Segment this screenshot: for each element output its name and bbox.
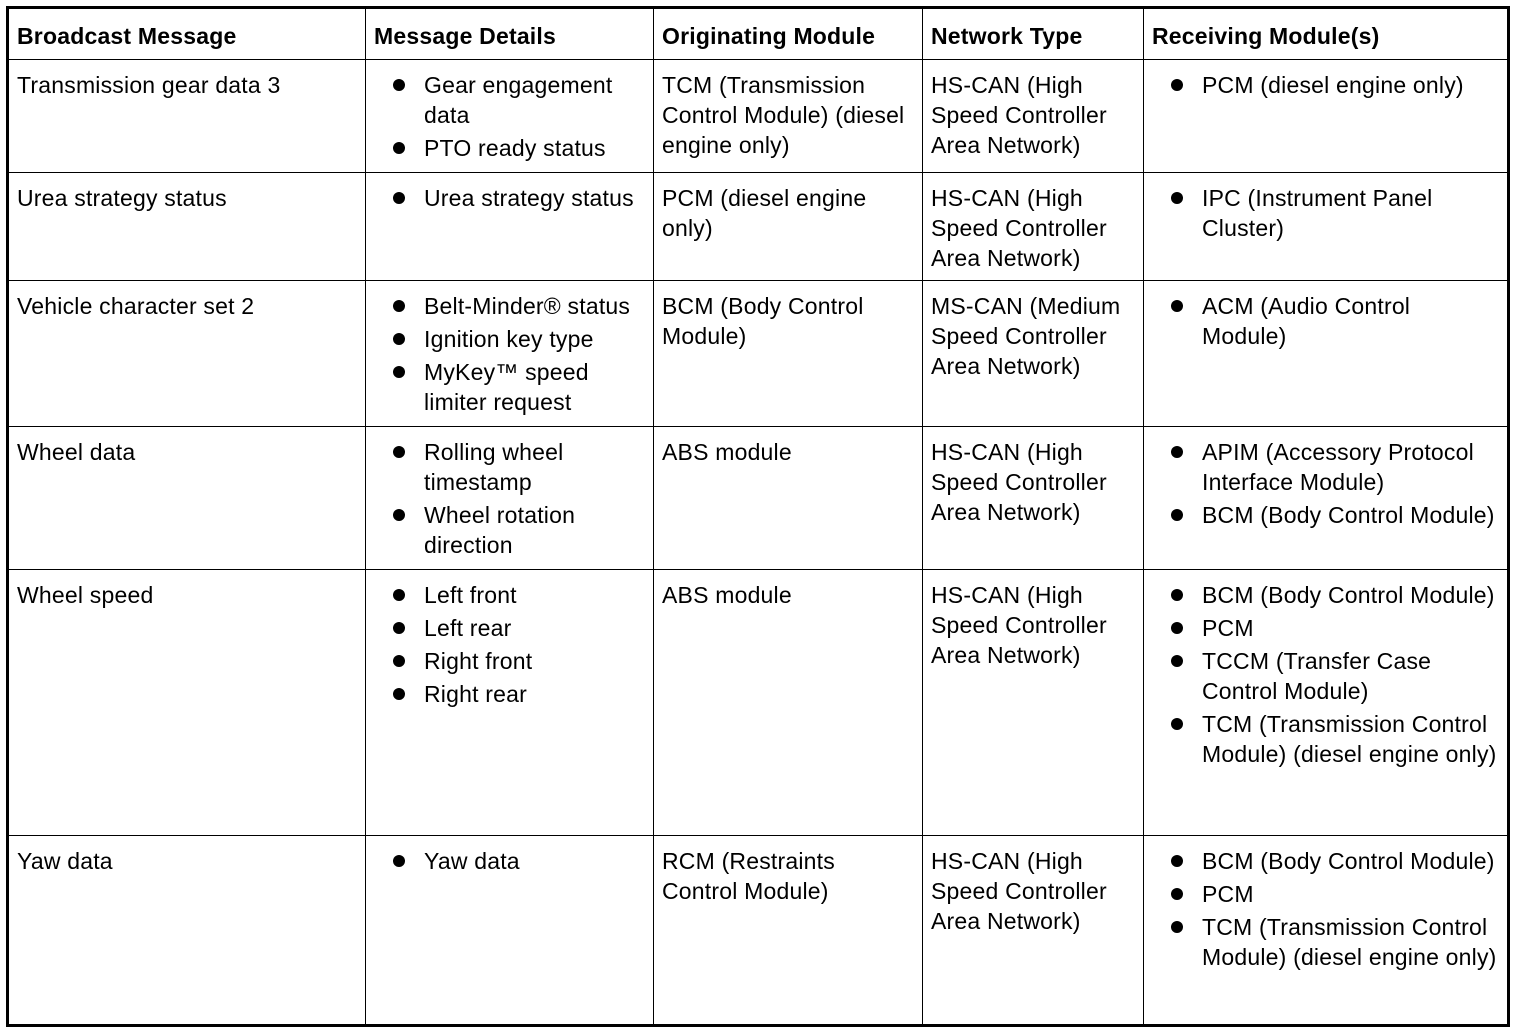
broadcast-message-cell: Wheel data: [8, 427, 366, 570]
table-row: [8, 281, 1509, 427]
receiving-modules-cell: [1144, 570, 1509, 836]
list-item: MyKey™ speed limiter request: [374, 357, 645, 417]
broadcast-message-cell: Wheel speed: [8, 570, 366, 836]
message-details-cell: [366, 173, 654, 281]
list-item: PCM (diesel engine only): [1152, 70, 1499, 100]
list-item: BCM (Body Control Module): [1152, 500, 1499, 530]
network-type-cell: HS-CAN (High Speed Controller Area Network): [923, 173, 1144, 281]
table-row: [8, 570, 1509, 836]
list-item: BCM (Body Control Module): [1152, 580, 1499, 610]
list-item: Left rear: [374, 613, 645, 643]
network-type-cell: HS-CAN (High Speed Controller Area Network): [923, 60, 1144, 173]
header-receiving-modules: Receiving Module(s): [1144, 8, 1509, 60]
receiving-modules-cell: [1144, 173, 1509, 281]
originating-module-cell: ABS module: [654, 570, 923, 836]
list-item: TCCM (Transfer Case Control Module): [1152, 646, 1499, 706]
broadcast-message-cell: Vehicle character set 2: [8, 281, 366, 427]
list-item: Right rear: [374, 679, 645, 709]
header-row: [8, 8, 1509, 60]
list-item: TCM (Transmission Control Module) (diesel engine only): [1152, 709, 1499, 769]
list-item: Yaw data: [374, 846, 645, 876]
receiving-modules-cell: [1144, 836, 1509, 1026]
network-type-cell: MS-CAN (Medium Speed Controller Area Network): [923, 281, 1144, 427]
broadcast-message-cell: Yaw data: [8, 836, 366, 1026]
network-type-cell: HS-CAN (High Speed Controller Area Network): [923, 570, 1144, 836]
message-details-cell: [366, 570, 654, 836]
list-item: Urea strategy status: [374, 183, 645, 213]
list-item: ACM (Audio Control Module): [1152, 291, 1499, 351]
network-type-cell: HS-CAN (High Speed Controller Area Network): [923, 427, 1144, 570]
list-item: Right front: [374, 646, 645, 676]
message-details-cell: [366, 427, 654, 570]
message-details-cell: [366, 281, 654, 427]
broadcast-message-table: [6, 6, 1510, 1027]
message-details-cell: [366, 836, 654, 1026]
list-item: TCM (Transmission Control Module) (diesel engine only): [1152, 912, 1499, 972]
originating-module-cell: RCM (Restraints Control Module): [654, 836, 923, 1026]
header-broadcast-message: Broadcast Message: [8, 8, 366, 60]
list-item: PTO ready status: [374, 133, 645, 163]
list-item: PCM: [1152, 879, 1499, 909]
header-originating-module: Originating Module: [654, 8, 923, 60]
list-item: APIM (Accessory Protocol Interface Module): [1152, 437, 1499, 497]
list-item: Rolling wheel timestamp: [374, 437, 645, 497]
list-item: Gear engagement data: [374, 70, 645, 130]
originating-module-cell: BCM (Body Control Module): [654, 281, 923, 427]
list-item: PCM: [1152, 613, 1499, 643]
table-row: [8, 173, 1509, 281]
originating-module-cell: PCM (diesel engine only): [654, 173, 923, 281]
network-type-cell: HS-CAN (High Speed Controller Area Network): [923, 836, 1144, 1026]
originating-module-cell: ABS module: [654, 427, 923, 570]
list-item: Wheel rotation direction: [374, 500, 645, 560]
list-item: IPC (Instrument Panel Cluster): [1152, 183, 1499, 243]
originating-module-cell: TCM (Transmission Control Module) (diesel engine only): [654, 60, 923, 173]
table-row: [8, 427, 1509, 570]
list-item: Left front: [374, 580, 645, 610]
table-row: [8, 60, 1509, 173]
header-network-type: Network Type: [923, 8, 1144, 60]
list-item: Belt-Minder® status: [374, 291, 645, 321]
table-row: [8, 836, 1509, 1026]
message-details-cell: [366, 60, 654, 173]
receiving-modules-cell: [1144, 60, 1509, 173]
broadcast-message-cell: Urea strategy status: [8, 173, 366, 281]
list-item: Ignition key type: [374, 324, 645, 354]
header-message-details: Message Details: [366, 8, 654, 60]
receiving-modules-cell: [1144, 427, 1509, 570]
receiving-modules-cell: [1144, 281, 1509, 427]
list-item: BCM (Body Control Module): [1152, 846, 1499, 876]
broadcast-message-cell: Transmission gear data 3: [8, 60, 366, 173]
